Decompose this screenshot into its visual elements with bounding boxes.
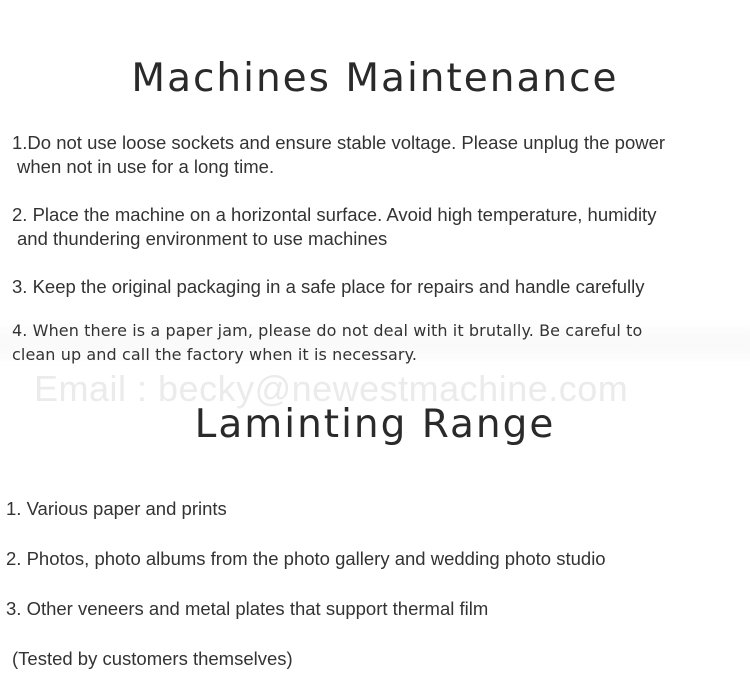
range-item-3: 3. Other veneers and metal plates that support thermal film (6, 598, 489, 619)
maintenance-item-2 (12, 203, 656, 251)
maintenance-heading: Machines Maintenance (131, 56, 619, 101)
laminating-range-heading: Laminting Range (194, 402, 556, 447)
maintenance-item-2-line-1: 2. Place the machine on a horizontal surface. Avoid high temperature, humidity (12, 204, 657, 225)
maintenance-item-1 (12, 131, 665, 179)
maintenance-item-2-line-2: and thundering environment to use machines (17, 228, 388, 249)
range-note: (Tested by customers themselves) (12, 648, 293, 669)
email-watermark: Email : becky@newestmachine.com (34, 368, 629, 409)
maintenance-item-1-line-2: when not in use for a long time. (17, 156, 275, 177)
maintenance-item-3 (12, 275, 645, 299)
maintenance-item-4-line-1: 4. When there is a paper jam, please do not deal with it brutally. Be careful to (12, 321, 643, 340)
maintenance-item-1-line-1: 1.Do not use loose sockets and ensure stable voltage. Please unplug the power (12, 132, 666, 153)
range-item-1: 1. Various paper and prints (6, 498, 227, 519)
range-item-2: 2. Photos, photo albums from the photo gallery and wedding photo studio (6, 548, 606, 569)
maintenance-item-4 (12, 319, 642, 367)
maintenance-item-3-line-1: 3. Keep the original packaging in a safe place for repairs and handle carefully (12, 276, 645, 297)
maintenance-item-4-line-2: clean up and call the factory when it is necessary. (12, 345, 418, 364)
